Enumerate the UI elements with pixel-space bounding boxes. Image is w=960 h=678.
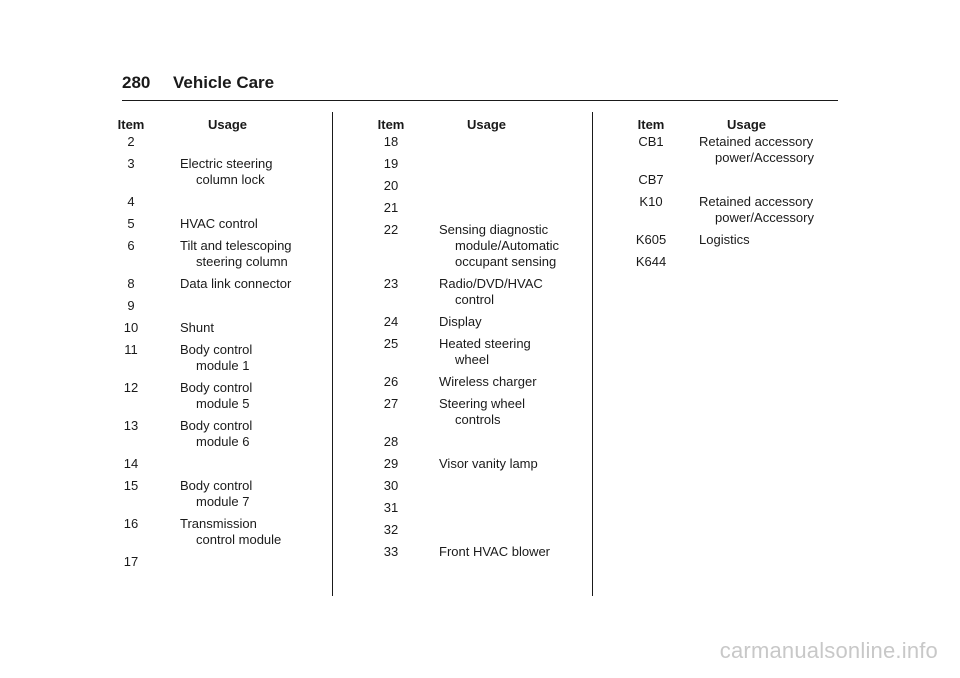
table-row xyxy=(628,254,838,276)
usage-cell xyxy=(439,178,582,194)
item-cell: 27 xyxy=(383,396,399,411)
usage-cell xyxy=(439,156,582,172)
item-cell: 30 xyxy=(383,478,399,493)
item-cell: 14 xyxy=(123,456,139,471)
usage-line: Display xyxy=(439,314,482,329)
table-row xyxy=(372,222,582,276)
usage-cell xyxy=(180,516,312,548)
usage-line: Body control xyxy=(180,342,253,357)
item-cell: 2 xyxy=(127,134,135,149)
usage-line: Retained accessory xyxy=(699,134,814,149)
usage-line: Body control xyxy=(180,478,253,493)
usage-cell xyxy=(180,194,312,210)
usage-cell xyxy=(699,232,838,248)
item-cell: CB7 xyxy=(638,172,664,187)
item-cell: 26 xyxy=(383,374,399,389)
usage-line: Logistics xyxy=(699,232,750,247)
item-cell: 12 xyxy=(123,380,139,395)
usage-cell xyxy=(180,320,312,336)
usage-cell xyxy=(180,276,312,292)
usage-line: power/Accessory xyxy=(715,210,814,225)
item-cell: 11 xyxy=(124,342,138,357)
table-row xyxy=(628,232,838,254)
table-row xyxy=(112,194,312,216)
usage-cell xyxy=(699,254,838,270)
item-cell: 28 xyxy=(383,434,399,449)
item-cell: 21 xyxy=(383,200,399,215)
table-row xyxy=(372,522,582,544)
usage-line: Tilt and telescoping xyxy=(180,238,292,253)
usage-cell xyxy=(439,456,582,472)
usage-line: HVAC control xyxy=(180,216,258,231)
usage-cell xyxy=(180,554,312,570)
table-row xyxy=(628,134,838,172)
item-header: Item xyxy=(637,117,665,132)
table-row xyxy=(112,380,312,418)
usage-cell xyxy=(439,434,582,450)
table-row xyxy=(112,156,312,194)
table-row xyxy=(628,194,838,232)
table-row xyxy=(112,216,312,238)
table-row xyxy=(372,478,582,500)
item-cell: CB1 xyxy=(638,134,664,149)
item-cell: 18 xyxy=(383,134,399,149)
column-header xyxy=(628,112,838,134)
usage-cell xyxy=(439,200,582,216)
table-row xyxy=(372,336,582,374)
item-cell: 22 xyxy=(383,222,399,237)
table-row xyxy=(372,544,582,566)
usage-line: Radio/DVD/HVAC xyxy=(439,276,543,291)
usage-line: module 1 xyxy=(196,358,250,373)
usage-header: Usage xyxy=(208,117,248,132)
table-row xyxy=(112,134,312,156)
usage-cell xyxy=(439,500,582,516)
usage-line: Shunt xyxy=(180,320,214,335)
table-row xyxy=(372,374,582,396)
usage-line: Front HVAC blower xyxy=(439,544,551,559)
usage-cell xyxy=(439,336,582,368)
usage-line: Transmission xyxy=(180,516,257,531)
usage-cell xyxy=(180,134,312,150)
table-row xyxy=(112,554,312,576)
usage-line: column lock xyxy=(196,172,265,187)
table-row xyxy=(112,298,312,320)
item-cell: 9 xyxy=(127,298,135,313)
usage-header: Usage xyxy=(467,117,507,132)
usage-cell xyxy=(180,342,312,374)
item-cell: 10 xyxy=(123,320,139,335)
usage-cell xyxy=(699,194,838,226)
usage-line: Wireless charger xyxy=(439,374,537,389)
page-header xyxy=(122,72,838,101)
fuse-table-column-2 xyxy=(372,112,582,566)
page-title: Vehicle Care xyxy=(173,73,275,92)
table-row xyxy=(112,320,312,342)
usage-cell xyxy=(180,238,312,270)
item-cell: 3 xyxy=(127,156,135,171)
usage-cell xyxy=(699,172,838,188)
item-cell: 31 xyxy=(383,500,399,515)
usage-line: module 6 xyxy=(196,434,250,449)
usage-line: Sensing diagnostic xyxy=(439,222,549,237)
table-row xyxy=(112,516,312,554)
column-divider xyxy=(332,112,333,596)
table-row xyxy=(372,134,582,156)
item-cell: 5 xyxy=(127,216,135,231)
usage-line: control xyxy=(455,292,495,307)
usage-cell xyxy=(180,456,312,472)
table-row xyxy=(372,156,582,178)
column-header xyxy=(372,112,582,134)
usage-cell xyxy=(439,478,582,494)
table-row xyxy=(112,238,312,276)
usage-cell xyxy=(439,314,582,330)
usage-line: Heated steering xyxy=(439,336,531,351)
table-row xyxy=(372,434,582,456)
column-header xyxy=(112,112,312,134)
usage-line: steering column xyxy=(196,254,288,269)
usage-cell xyxy=(180,380,312,412)
item-cell: 17 xyxy=(123,554,139,569)
usage-cell xyxy=(439,134,582,150)
item-cell: K605 xyxy=(635,232,667,247)
watermark: carmanualsonline.info xyxy=(719,638,938,663)
usage-line: wheel xyxy=(455,352,489,367)
table-row xyxy=(372,200,582,222)
usage-cell xyxy=(180,298,312,314)
table-row xyxy=(372,178,582,200)
item-header: Item xyxy=(377,117,405,132)
item-cell: K10 xyxy=(639,194,663,209)
fuse-table-column-1 xyxy=(112,112,312,576)
usage-cell xyxy=(180,418,312,450)
usage-line: occupant sensing xyxy=(455,254,557,269)
item-header: Item xyxy=(117,117,145,132)
usage-line: Body control xyxy=(180,418,253,433)
item-cell: 29 xyxy=(383,456,399,471)
usage-line: control module xyxy=(196,532,282,547)
usage-line: module 7 xyxy=(196,494,250,509)
fuse-table-column-3 xyxy=(628,112,838,276)
usage-header: Usage xyxy=(727,117,767,132)
item-cell: 24 xyxy=(383,314,399,329)
table-row xyxy=(112,276,312,298)
usage-cell xyxy=(180,216,312,232)
table-row xyxy=(628,172,838,194)
usage-line: Visor vanity lamp xyxy=(439,456,538,471)
usage-line: module 5 xyxy=(196,396,250,411)
table-row xyxy=(372,276,582,314)
usage-cell xyxy=(180,156,312,188)
column-divider xyxy=(592,112,593,596)
usage-cell xyxy=(439,396,582,428)
usage-line: Data link connector xyxy=(180,276,292,291)
item-cell: 20 xyxy=(383,178,399,193)
table-row xyxy=(112,418,312,456)
table-row xyxy=(112,342,312,380)
item-cell: 13 xyxy=(123,418,139,433)
item-cell: 33 xyxy=(383,544,399,559)
item-cell: 16 xyxy=(123,516,139,531)
usage-cell xyxy=(180,478,312,510)
page-number: 280 xyxy=(122,73,151,92)
item-cell: 15 xyxy=(123,478,139,493)
usage-cell xyxy=(699,134,838,166)
item-cell: 8 xyxy=(127,276,135,291)
usage-line: Body control xyxy=(180,380,253,395)
table-row xyxy=(372,396,582,434)
table-row xyxy=(372,456,582,478)
usage-line: Steering wheel xyxy=(439,396,525,411)
item-cell: 23 xyxy=(383,276,399,291)
usage-cell xyxy=(439,222,582,270)
item-cell: 19 xyxy=(383,156,399,171)
item-cell: 6 xyxy=(127,238,135,253)
item-cell: 32 xyxy=(383,522,399,537)
table-row xyxy=(372,314,582,336)
item-cell: 25 xyxy=(383,336,399,351)
table-row xyxy=(112,456,312,478)
table-row xyxy=(372,500,582,522)
item-cell: K644 xyxy=(635,254,667,269)
usage-cell xyxy=(439,522,582,538)
table-row xyxy=(112,478,312,516)
usage-line: power/Accessory xyxy=(715,150,814,165)
usage-line: Retained accessory xyxy=(699,194,814,209)
usage-line: module/Automatic xyxy=(455,238,560,253)
usage-line: Electric steering xyxy=(180,156,273,171)
usage-line: controls xyxy=(455,412,501,427)
usage-cell xyxy=(439,544,582,560)
item-cell: 4 xyxy=(127,194,135,209)
usage-cell xyxy=(439,276,582,308)
usage-cell xyxy=(439,374,582,390)
